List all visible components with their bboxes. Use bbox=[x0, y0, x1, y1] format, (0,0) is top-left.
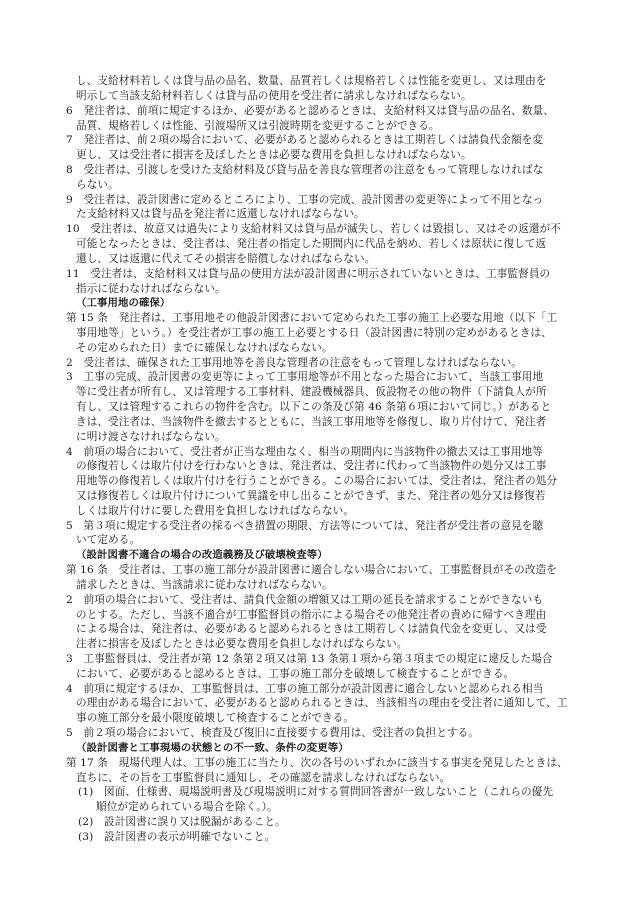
text-line: 順位が定められている場合を除く。）。 bbox=[96, 801, 278, 814]
text-line: 有し、又は管理するこれらの物件を含む。以下この条及び第 46 条第６項において同じ。）があると bbox=[76, 401, 552, 413]
text-line: 4 前項に規定するほか、工事監督員は、工事の施工部分が設計図書に適合しないと認められる相当 bbox=[66, 682, 544, 695]
text-line: 7 発注者は、前２項の場合において、必要があると認められるときは工期若しくは請負代金額を変 bbox=[66, 134, 544, 147]
text-line: 11 受注者は、支給材料又は貸与品の使用方法が設計図書に明示されていないときは、工事監督員の bbox=[66, 267, 551, 280]
text-line: 10 受注者は、故意又は過失により支給材料又は貸与品が滅失し、若しくは毀損し、又はその返還が不 bbox=[66, 223, 561, 236]
section-heading: （工事用地の確保） bbox=[76, 297, 171, 310]
text-line: 明示して当該支給材料若しくは貸与品の使用を受注者に請求しなければならない。 bbox=[76, 89, 472, 102]
text-line: 用地等の修復若しくは取片付けを行うことができる。この場合においては、受注者は、発注者の処分 bbox=[76, 475, 558, 488]
text-line: 注者に損害を及ぼしたときは必要な費用を負担しなければならない。 bbox=[76, 638, 408, 651]
text-line: しくは取片付けに要した費用を負担しなければならない。 bbox=[76, 504, 355, 517]
text-line: の理由がある場合において、必要があると認められるときは、当該相当の理由を受注者に通知して、工 bbox=[76, 697, 568, 710]
text-line: いて定める。 bbox=[76, 534, 141, 547]
text-line: に明け渡さなければならない。 bbox=[76, 430, 226, 443]
text-line: た支給材料又は貸与品を発注者に返還しなければならない。 bbox=[76, 208, 365, 221]
text-line: 請求したときは、当該請求に従わなければならない。 bbox=[76, 578, 333, 591]
text-line: し、支給材料若しくは貸与品の品名、数量、品質若しくは規格若しくは性能を変更し、又は理由を bbox=[76, 75, 547, 87]
text-line: 5 第３項に規定する受注者の採るべき措置の期限、方法等については、発注者が受注者の意見を聴 bbox=[66, 519, 544, 532]
text-line: 等に受注者が所有し、又は管理する工事材料、建設機械器具、仮設物その他の物件（下請負人が所 bbox=[76, 386, 547, 399]
text-line: による場合は、発注者は、必要があると認められるときは工期若しくは請負代金を変更し、又は受 bbox=[76, 623, 547, 636]
section-heading: （設計図書と工事現場の状態との不一致、条件の変更等） bbox=[76, 741, 349, 754]
text-line: (2) 設計図書に誤り又は脱漏があること。 bbox=[78, 816, 286, 828]
text-line: 指示に従わなければならない。 bbox=[76, 282, 226, 295]
text-line: 品質、規格若しくは性能、引渡場所又は引渡時期を変更することができる。 bbox=[76, 119, 440, 132]
text-line: 3 工事監督員は、受注者が第 12 条第２項又は第 13 条第１項から第３項までの規定に違反した場合 bbox=[66, 653, 553, 665]
text-line: (1) 図面、仕様書、現場説明書及び現場説明に対する質問回答書が一致しないこと（これらの優先 bbox=[78, 786, 554, 799]
text-line: (3) 設計図書の表示が明確でないこと。 bbox=[78, 830, 276, 843]
text-line: 第 15 条 発注者は、工事用地その他設計図書において定められた工事の施工上必要な用地（以下「工 bbox=[66, 312, 558, 325]
text-line: 8 受注者は、引渡しを受けた支給材料及び貸与品を善良な管理者の注意をもって管理しなければな bbox=[66, 163, 544, 176]
text-line: 2 前項の場合において、受注者は、請負代金額の増額又は工期の延長を請求することができないも bbox=[66, 593, 544, 606]
text-line: 5 前２項の場合において、検査及び復旧に直接要する費用は、受注者の負担とする。 bbox=[66, 727, 479, 740]
text-line: 3 工事の完成、設計図書の変更等によって工事用地等が不用となった場合において、当該工事用地 bbox=[66, 371, 544, 384]
text-line: 還し、又は返還に代えてその損害を賠償しなければならない。 bbox=[76, 252, 376, 265]
text-line: 第 17 条 現場代理人は、工事の施工に当たり、次の各号のいずれかに該当する事実を発見したときは、 bbox=[66, 756, 568, 769]
text-line: 更し、又は受注者に損害を及ぼしたときは必要な費用を負担しなければならない。 bbox=[76, 149, 472, 162]
text-line: 4 前項の場合において、受注者が正当な理由なく、相当の期間内に当該物件の撤去又は工事用地等 bbox=[66, 445, 543, 458]
section-heading: （設計図書不適合の場合の改造義務及び破壊検査等） bbox=[76, 549, 328, 562]
text-line: のとする。ただし、当該不適合が工事監督員の指示による場合その他発注者の責めに帰すべき理由 bbox=[76, 608, 547, 621]
text-line: 事用地等」という。）を受注者が工事の施工上必要とする日（設計図書に特別の定めがあるときは、 bbox=[76, 326, 552, 339]
text-line: 可能となったときは、受注者は、発注者の指定した期間内に代品を納め、若しくは原状に復して返 bbox=[76, 238, 547, 250]
text-line: の修復若しくは取片付けを行わないときは、発注者は、受注者に代わって当該物件の処分又は工事 bbox=[76, 460, 547, 473]
text-line: において、必要があると認めるときは、工事の施工部分を破壊して検査することができる。 bbox=[76, 667, 515, 680]
text-line: きは、受注者は、当該物件を撤去するとともに、当該工事用地等を修復し、取り片付けて、発注者 bbox=[76, 415, 547, 428]
text-line: 6 発注者は、前項に規定するほか、必要があると認めるときは、支給材料又は貸与品の品名、数量、 bbox=[66, 104, 555, 117]
text-line: 又は修復若しくは取片付けについて異議を申し出ることができず、また、発注者の処分又は修復若 bbox=[76, 490, 546, 502]
text-line: 2 受注者は、確保された工事用地等を善良な管理者の注意をもって管理しなければならない。 bbox=[66, 356, 522, 369]
text-line: 9 受注者は、設計図書に定めるところにより、工事の完成、設計図書の変更等によって不用となっ bbox=[66, 193, 544, 206]
text-line: らない。 bbox=[76, 178, 119, 191]
text-line: 直ちに、その旨を工事監督員に通知し、その確認を請求しなければならない。 bbox=[76, 771, 451, 784]
text-line: 第 16 条 受注者は、工事の施工部分が設計図書に適合しない場合において、工事監督員がその改造を bbox=[66, 564, 557, 577]
text-line: 事の施工部分を最小限度破壊して検査することができる。 bbox=[76, 712, 355, 725]
text-line: その定められた日）までに確保しなければならない。 bbox=[76, 341, 333, 354]
